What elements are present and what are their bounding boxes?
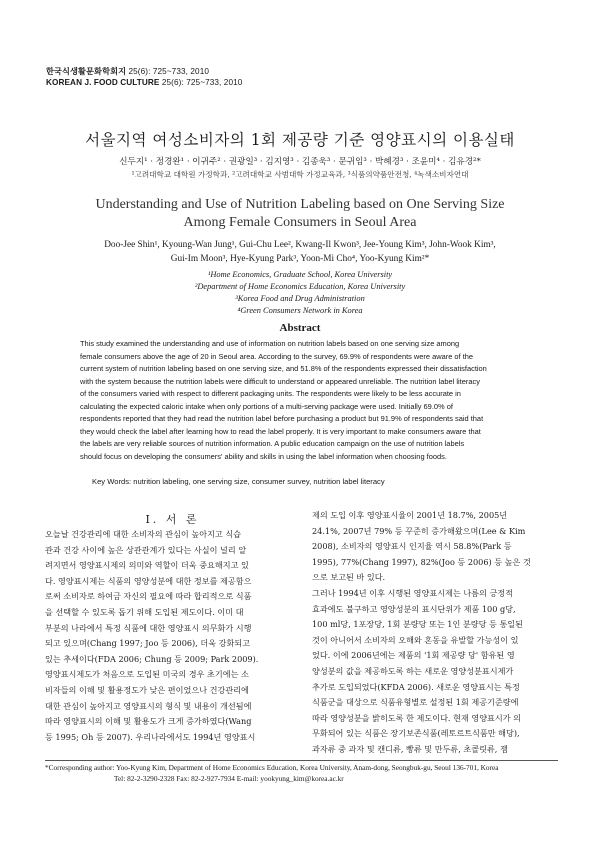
footnote-contact-line: Tel: 82-2-3290-2328 Fax: 82-2-927-7934 E-mail: yookyung_kim@korea.ac.kr bbox=[114, 773, 344, 783]
affiliations-english bbox=[0, 269, 600, 317]
affiliation-line: ⁴Green Consumers Network in Korea bbox=[237, 306, 363, 315]
author-line: Doo-Jee Shin¹, Kyoung-Wan Jung¹, Gui-Chu Lee², Kwang-Il Kwon³, Jee-Young Kim³, John-Wook Kim³, bbox=[104, 240, 496, 250]
body-line: 관과 건강 사이에 높은 상관관계가 있다는 사실이 널리 알 bbox=[45, 544, 247, 555]
abstract-body bbox=[80, 338, 526, 463]
body-line: 을 선택할 수 있도록 돕기 위해 도입된 제도이다. 이미 대 bbox=[45, 606, 244, 617]
paper-title-english bbox=[0, 196, 600, 232]
corresponding-author-footnote bbox=[45, 763, 558, 784]
body-line: 식품군을 대상으로 식품유형별로 설정된 1회 제공기준량에 bbox=[312, 697, 519, 708]
body-line: 영양표시제도가 처음으로 도입된 미국의 경우 초기에는 소 bbox=[45, 669, 249, 680]
abstract-line: This study examined the understanding and use of information on nutrition labels based on one serving size among bbox=[80, 339, 460, 348]
body-line: 으로 보고된 바 있다. bbox=[312, 572, 386, 583]
abstract-line: of the consumers varied with respect to different packaging units. The respondents were likely to be less accurate in bbox=[80, 389, 461, 398]
abstract-line: calculating the expected caloric intake when only portions of a multi-serving package were used. Initially 69.0% of bbox=[80, 401, 453, 411]
abstract-line: respondents reported that they had read the nutrition label before purchasing a product but 91.9% of respondents said that bbox=[80, 414, 484, 423]
affiliation-line: ³Korea Food and Drug Administration bbox=[235, 294, 365, 303]
journal-citation-english: 25(6): 725~733, 2010 bbox=[161, 78, 243, 87]
body-line: 로써 소비자로 하여금 자신의 필요에 따라 합리적으로 식품 bbox=[45, 591, 252, 602]
body-line: 었다. 이에 2006년에는 제품의 '1회 제공량 당' 함유된 영 bbox=[312, 650, 515, 661]
abstract-line: current system of nutrition labeling based on one serving size, and 51.8% of the respondents expressed their dissatisfaction bbox=[80, 364, 487, 373]
body-line: 2008), 소비자의 영양표시 인지율 역시 58.8%(Park 등 bbox=[312, 541, 512, 552]
author-list-english bbox=[0, 238, 600, 266]
body-column-left bbox=[45, 527, 300, 745]
body-line: 오늘날 건강관리에 대한 소비자의 관심이 높아지고 식습 bbox=[45, 529, 242, 539]
body-column-right bbox=[312, 508, 558, 758]
body-line: 추가로 도입되었다(KFDA 2006). 새로운 영양표시는 특정 bbox=[312, 681, 520, 692]
body-line: 따라 영양성분을 밝히도록 한 제도이다. 현재 영양표시가 의 bbox=[312, 712, 522, 723]
affiliation-line: ²Department of Home Economics Education, Korea University bbox=[194, 282, 406, 291]
affiliation-line: ¹Home Economics, Graduate School, Korea University bbox=[207, 270, 393, 279]
journal-header-korean bbox=[46, 66, 209, 77]
paper-title-korean: 서울지역 여성소비자의 1회 제공량 기준 영양표시의 이용실태 bbox=[85, 131, 515, 149]
author-line: Gui-Im Moon³, Hye-Kyung Park³, Yoon-Mi Cho⁴, Yoo-Kyung Kim²* bbox=[170, 254, 430, 264]
keywords-label: Key Words: bbox=[92, 477, 132, 486]
body-line: 다. 영양표시제는 식품의 영양성분에 대한 정보를 제공함으 bbox=[45, 575, 252, 586]
body-line: 부분의 나라에서 특정 식품에 대한 영양표시 의무화가 시행 bbox=[45, 622, 252, 633]
body-line: 대한 관심이 높아지고 영양표시의 형식 및 내용이 개선됨에 bbox=[45, 700, 252, 711]
body-line: 24.1%, 2007년 79% 등 꾸준히 증가해왔으며(Lee & Kim bbox=[312, 525, 526, 536]
journal-header-english bbox=[46, 78, 242, 87]
title-line: Among Female Consumers in Seoul Area bbox=[183, 215, 417, 230]
keywords bbox=[92, 477, 385, 486]
title-line: Understanding and Use of Nutrition Labeling based on One Serving Size bbox=[95, 197, 505, 212]
body-line: 것이 아니어서 소비자의 오해와 혼동을 유발할 가능성이 있 bbox=[312, 634, 519, 645]
abstract-heading: Abstract bbox=[279, 322, 321, 334]
body-line: 과자류 중 과자 및 캔디류, 빵류 및 만두류, 초콜릿류, 잼 bbox=[312, 743, 508, 754]
body-line: 되고 있으며(Chang 1997; Joo 등 2006), 더욱 강화되고 bbox=[45, 638, 251, 649]
author-list-korean: 신두지¹ · 정경완¹ · 이귀주² · 권광일³ · 김지영³ · 김종욱³ · 문귀임³ · 박혜경³ · 조윤미⁴ · 김유경²* bbox=[119, 157, 481, 167]
section-heading-introduction: Ⅰ. 서 론 bbox=[145, 513, 200, 526]
keywords-list: nutrition labeling, one serving size, consumer survey, nutrition label literacy bbox=[133, 477, 385, 486]
body-line: 효과에도 불구하고 영양성분의 표시단위가 제품 100 g당, bbox=[312, 603, 516, 614]
footnote-author-line: *Corresponding author: Yoo-Kyung Kim, Department of Home Economics Education, Korea University, Anam-dong, Seongbuk-gu, Seoul 136-701, Korea bbox=[45, 763, 499, 772]
body-line: 무화되어 있는 식품은 장기보존식품(레토르트식품만 해당), bbox=[312, 728, 520, 739]
abstract-line: female consumers above the age of 20 in Seoul area. According to the survey, 69.9% of respondents were aware of the bbox=[80, 351, 474, 361]
body-line: 있는 추세이다(FDA 2006; Chung 등 2009; Park 2009). bbox=[45, 653, 259, 664]
body-line: 제의 도입 이후 영양표시율이 2001년 18.7%, 2005년 bbox=[312, 510, 508, 520]
body-line: 양성분의 값을 제공하도록 하는 새로운 영양성분표시제가 bbox=[312, 665, 514, 676]
body-line: 그러나 1994년 이후 시행된 영양표시제는 나름의 긍정적 bbox=[312, 587, 513, 598]
abstract-line: with the system because the nutrition labels were difficult to understand or appeared unreliable. The nutrition label literacy bbox=[80, 376, 480, 386]
affiliations-korean: ¹고려대학교 대학원 가정학과, ²고려대학교 사범대학 가정교육과, ³식품의약품안전청, ⁴녹색소비자연대 bbox=[131, 170, 469, 179]
body-line: 비자들의 이해 및 활용정도가 낮은 편이었으나 건강관리에 bbox=[45, 684, 249, 695]
body-line: 려지면서 영양표시제의 의미와 역할이 더욱 중요해지고 있 bbox=[45, 560, 249, 571]
footnote-divider bbox=[45, 760, 558, 761]
body-line: 등 1995; Oh 등 2007). 우리나라에서도 1994년 영양표시 bbox=[45, 731, 256, 742]
abstract-line: should focus on developing the consumers' ability and skills in using the label information when choosing foods. bbox=[80, 451, 447, 461]
journal-citation: 25(6): 725~733, 2010 bbox=[128, 67, 209, 76]
body-line: 100 ml당, 1포장당, 1회 분량당 또는 1인 분량당 등 통일된 bbox=[312, 619, 524, 630]
journal-name-english: KOREAN J. FOOD CULTURE bbox=[46, 78, 160, 87]
abstract-line: they would check the label after learning how to read the label properly. It is very important to make consumers aware that bbox=[80, 426, 481, 436]
body-line: 1995), 77%(Chang 1997), 82%(Joo 등 2006) 등 높은 것 bbox=[312, 556, 531, 567]
body-line: 따라 영양표시의 이해 및 활용도가 크게 증가하였다(Wang bbox=[45, 716, 252, 727]
journal-name-korean: 한국식생활문화학회지 bbox=[46, 67, 127, 76]
abstract-line: the labels are very reliable sources of nutrition information. A public education campaign on the use of nutrition labels bbox=[80, 439, 465, 448]
